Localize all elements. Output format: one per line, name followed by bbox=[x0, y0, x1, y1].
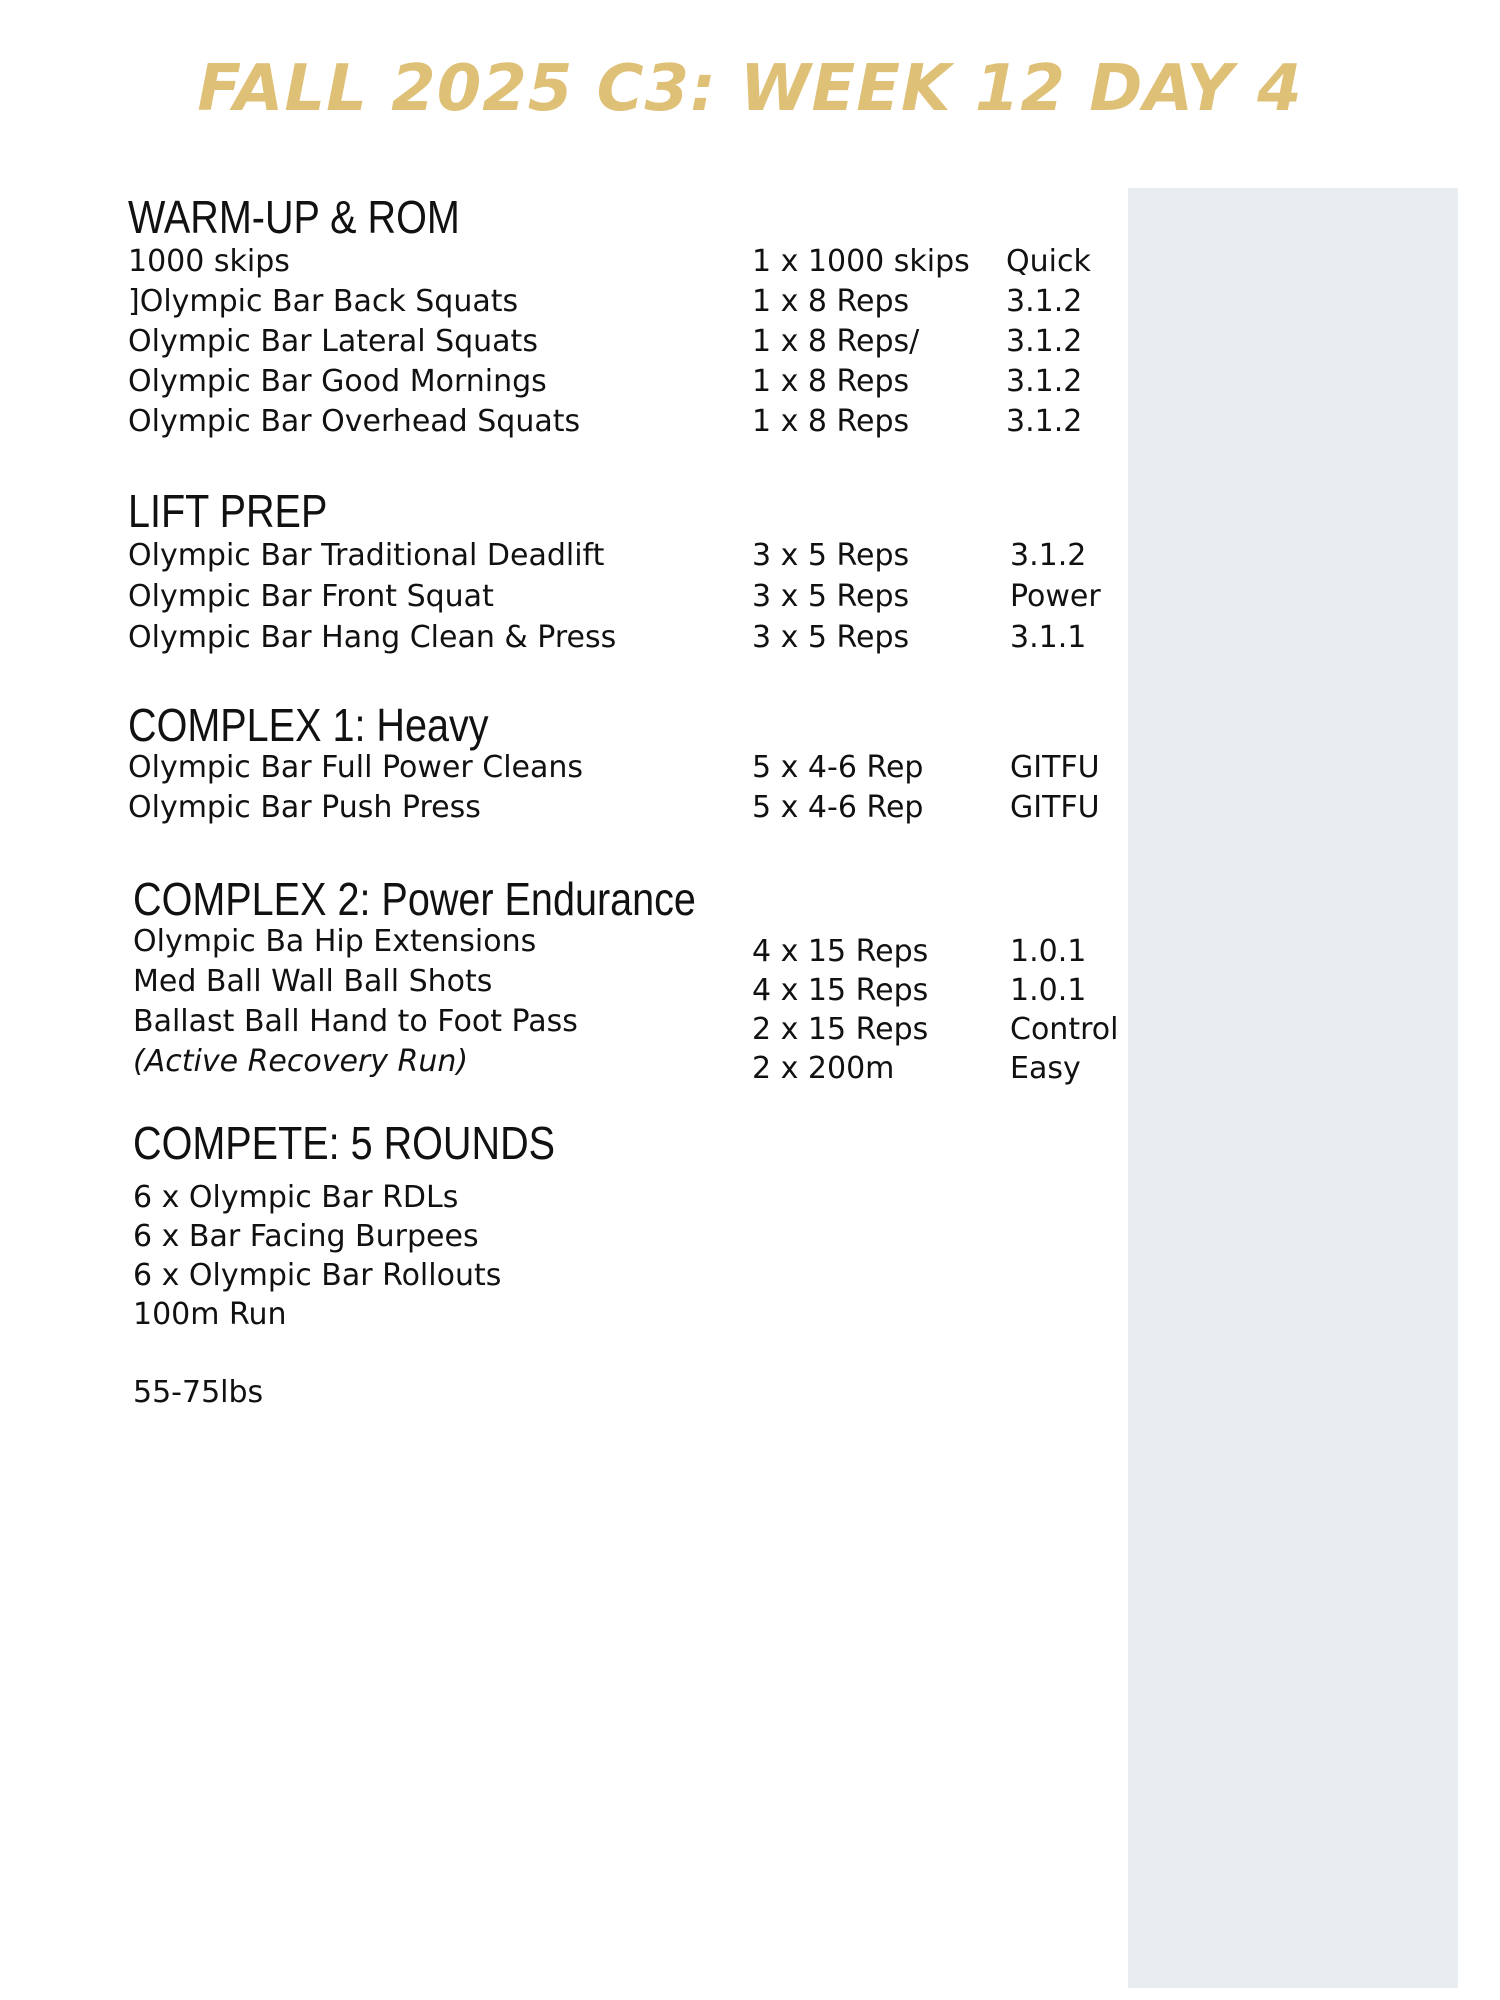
tempo: 3.1.2 bbox=[1006, 324, 1083, 359]
exercise-name: ]Olympic Bar Back Squats bbox=[128, 284, 519, 319]
liftprep-row bbox=[128, 618, 1128, 658]
round-item: 6 x Olympic Bar RDLs bbox=[133, 1180, 459, 1215]
complex1-section bbox=[128, 698, 1100, 825]
sets-reps: 2 x 15 Reps bbox=[752, 1012, 929, 1047]
warmup-row bbox=[128, 362, 1128, 402]
exercise-name: (Active Recovery Run) bbox=[133, 1044, 469, 1079]
weight-range: 55-75lbs bbox=[133, 1375, 264, 1410]
sets-reps: 5 x 4-6 Rep bbox=[752, 750, 924, 785]
sets-reps: 1 x 1000 skips bbox=[752, 244, 970, 279]
sets-reps: 5 x 4-6 Rep bbox=[752, 790, 924, 825]
liftprep-row bbox=[128, 577, 1128, 617]
sets-reps: 1 x 8 Reps bbox=[752, 404, 910, 439]
side-panel bbox=[1128, 188, 1458, 1988]
page-title: FALL 2025 C3: WEEK 12 DAY 4 bbox=[197, 52, 1303, 126]
sets-reps: 4 x 15 Reps bbox=[752, 934, 929, 969]
complex1-row bbox=[128, 748, 1128, 788]
sets-reps: 3 x 5 Reps bbox=[752, 579, 910, 614]
compete-section bbox=[133, 1116, 624, 1410]
sets-reps: 2 x 200m bbox=[752, 1051, 895, 1086]
exercise-name: 1000 skips bbox=[128, 244, 290, 279]
warmup-row bbox=[128, 402, 1128, 442]
warmup-title: WARM-UP & ROM bbox=[128, 191, 460, 243]
exercise-name: Olympic Bar Push Press bbox=[128, 790, 481, 825]
tempo: 3.1.1 bbox=[1010, 620, 1087, 655]
warmup-section bbox=[128, 190, 1091, 439]
round-item: 6 x Olympic Bar Rollouts bbox=[133, 1258, 502, 1293]
exercise-name: Olympic Bar Full Power Cleans bbox=[128, 750, 584, 785]
exercise-name: Olympic Bar Traditional Deadlift bbox=[128, 538, 605, 573]
sets-reps: 1 x 8 Reps/ bbox=[752, 324, 920, 359]
tempo: 3.1.2 bbox=[1006, 404, 1083, 439]
complex2-section bbox=[133, 872, 1119, 1086]
tempo: 3.1.2 bbox=[1010, 538, 1087, 573]
tempo: Quick bbox=[1006, 244, 1091, 279]
round-item: 100m Run bbox=[133, 1297, 287, 1332]
tempo: 1.0.1 bbox=[1010, 973, 1087, 1008]
tempo: 3.1.2 bbox=[1006, 284, 1083, 319]
round-item: 6 x Bar Facing Burpees bbox=[133, 1219, 479, 1254]
tempo: Control bbox=[1010, 1012, 1119, 1047]
compete-title: COMPETE: 5 ROUNDS bbox=[133, 1117, 556, 1169]
exercise-name: Olympic Bar Front Squat bbox=[128, 579, 494, 614]
exercise-name: Med Ball Wall Ball Shots bbox=[133, 964, 493, 999]
exercise-name: Olympic Bar Lateral Squats bbox=[128, 324, 538, 359]
complex1-title: COMPLEX 1: Heavy bbox=[128, 699, 489, 751]
warmup-row bbox=[128, 242, 1128, 282]
tempo: Easy bbox=[1010, 1051, 1081, 1086]
tempo: GITFU bbox=[1010, 750, 1100, 785]
sets-reps: 1 x 8 Reps bbox=[752, 284, 910, 319]
exercise-name: Olympic Bar Overhead Squats bbox=[128, 404, 581, 439]
exercise-name: Olympic Ba Hip Extensions bbox=[133, 924, 537, 959]
complex1-row bbox=[128, 788, 1128, 828]
liftprep-row bbox=[128, 536, 1128, 576]
tempo: GITFU bbox=[1010, 790, 1100, 825]
tempo: Power bbox=[1010, 579, 1101, 614]
exercise-name: Olympic Bar Good Mornings bbox=[128, 364, 547, 399]
sets-reps: 3 x 5 Reps bbox=[752, 620, 910, 655]
liftprep-section bbox=[128, 484, 1101, 655]
sets-reps: 4 x 15 Reps bbox=[752, 973, 929, 1008]
sets-reps: 1 x 8 Reps bbox=[752, 364, 910, 399]
tempo: 3.1.2 bbox=[1006, 364, 1083, 399]
complex2-title: COMPLEX 2: Power Endurance bbox=[133, 873, 696, 925]
tempo: 1.0.1 bbox=[1010, 934, 1087, 969]
warmup-row bbox=[128, 322, 1128, 362]
exercise-name: Olympic Bar Hang Clean & Press bbox=[128, 620, 617, 655]
warmup-row bbox=[128, 282, 1128, 322]
sets-reps: 3 x 5 Reps bbox=[752, 538, 910, 573]
liftprep-title: LIFT PREP bbox=[128, 485, 328, 537]
exercise-name: Ballast Ball Hand to Foot Pass bbox=[133, 1004, 578, 1039]
